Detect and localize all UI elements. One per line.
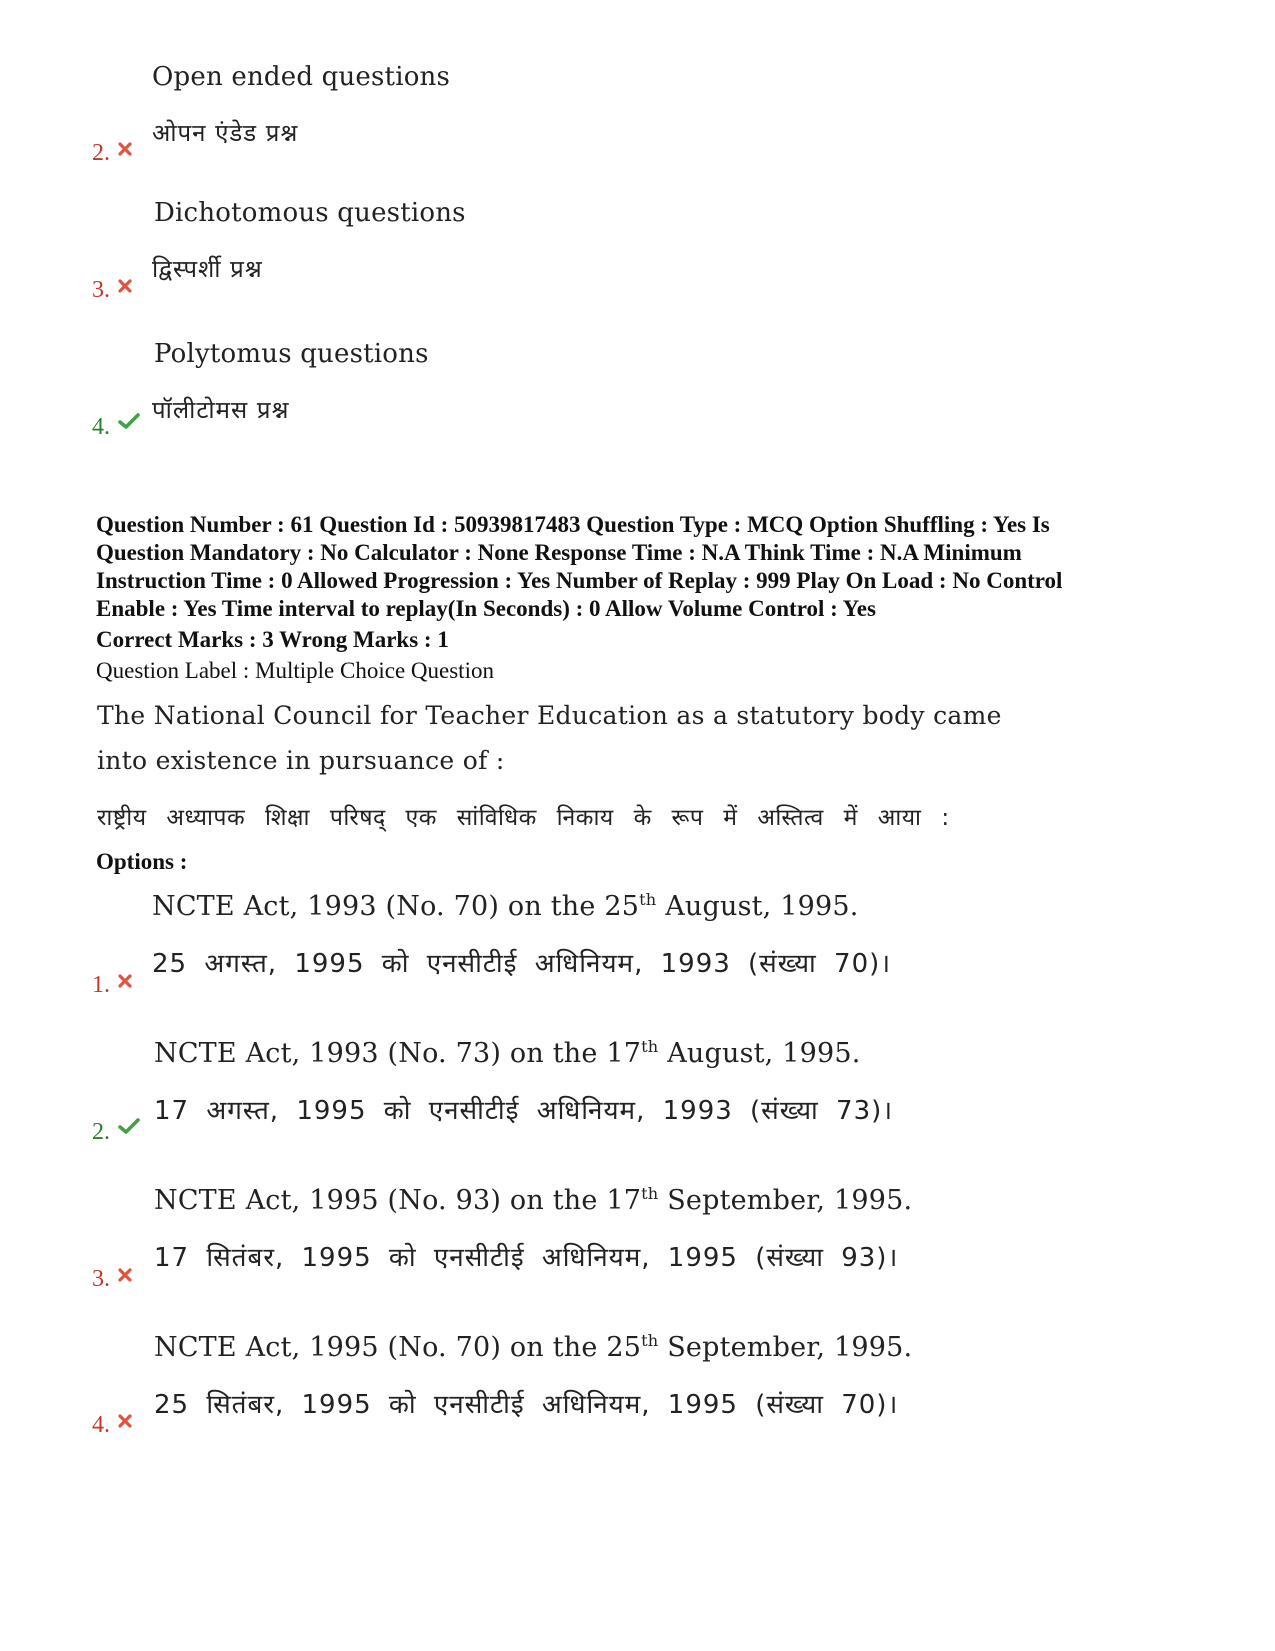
option-hindi-text: 25 सितंबर, 1995 को एनसीटीई अधिनियम, 1995 (संख्या 70)। xyxy=(154,1390,899,1420)
option-number xyxy=(92,1262,132,1293)
meta-line: Enable : Yes Time interval to replay(In Seconds) : 0 Allow Volume Control : Yes xyxy=(96,596,876,621)
option-number-label: 2. xyxy=(92,1119,110,1145)
option-number-label: 4. xyxy=(92,1412,110,1438)
option-english-text: NCTE Act, 1995 (No. 93) on the 17th September, 1995. xyxy=(154,1184,913,1216)
option-hindi-text: ओपन एंडेड प्रश्न xyxy=(152,119,299,147)
option-number-label: 4. xyxy=(92,414,110,440)
question-marks: Correct Marks : 3 Wrong Marks : 1 xyxy=(96,627,449,652)
option-hindi-text: द्विस्पर्शी प्रश्न xyxy=(152,255,263,283)
option-english-text: NCTE Act, 1995 (No. 70) on the 25th September, 1995. xyxy=(154,1331,913,1363)
option-hindi-text: 25 अगस्त, 1995 को एनसीटीई अधिनियम, 1993 (संख्या 70)। xyxy=(152,949,892,979)
option-english-text: NCTE Act, 1993 (No. 70) on the 25th August, 1995. xyxy=(152,890,859,922)
meta-line: Question Mandatory : No Calculator : None Response Time : N.A Think Time : N.A Minimum xyxy=(96,540,1022,565)
meta-line: Instruction Time : 0 Allowed Progression : Yes Number of Replay : 999 Play On Load : No Control xyxy=(96,568,1063,593)
question-text-english-line1: The National Council for Teacher Education as a statutory body came xyxy=(97,701,1002,730)
option-number-label: 1. xyxy=(92,972,110,998)
check-icon xyxy=(118,410,140,437)
cross-icon xyxy=(118,136,132,163)
cross-icon xyxy=(118,273,132,300)
option-hindi-text: 17 अगस्त, 1995 को एनसीटीई अधिनियम, 1993 (संख्या 73)। xyxy=(154,1096,894,1126)
option-hindi-text: 17 सितंबर, 1995 को एनसीटीई अधिनियम, 1995 (संख्या 93)। xyxy=(154,1243,899,1273)
option-number xyxy=(92,1115,140,1146)
option-english-text: Polytomus questions xyxy=(154,339,429,369)
cross-icon xyxy=(118,1408,132,1435)
option-number xyxy=(92,1408,132,1439)
cross-icon xyxy=(118,968,132,995)
option-english-text: NCTE Act, 1993 (No. 73) on the 17th August, 1995. xyxy=(154,1037,861,1069)
option-number xyxy=(92,273,132,304)
question-text-english-line2: into existence in pursuance of : xyxy=(97,746,505,775)
option-english-text: Dichotomous questions xyxy=(154,198,466,228)
option-number xyxy=(92,968,132,999)
question-label: Question Label : Multiple Choice Question xyxy=(96,658,494,683)
question-meta xyxy=(96,511,1216,623)
option-number xyxy=(92,410,140,441)
option-number-label: 2. xyxy=(92,140,110,166)
option-english-text: Open ended questions xyxy=(152,62,451,92)
meta-line: Question Number : 61 Question Id : 50939817483 Question Type : MCQ Option Shuffling : Yes Is xyxy=(96,512,1050,537)
option-number-label: 3. xyxy=(92,1266,110,1292)
option-number xyxy=(92,136,132,167)
option-number-label: 3. xyxy=(92,277,110,303)
cross-icon xyxy=(118,1262,132,1289)
question-text-hindi: राष्ट्रीय अध्यापक शिक्षा परिषद् एक सांविधिक निकाय के रूप में अस्तित्व में आया : xyxy=(97,805,950,831)
option-hindi-text: पॉलीटोमस प्रश्न xyxy=(152,396,290,424)
options-heading: Options : xyxy=(96,849,188,874)
check-icon xyxy=(118,1115,140,1142)
